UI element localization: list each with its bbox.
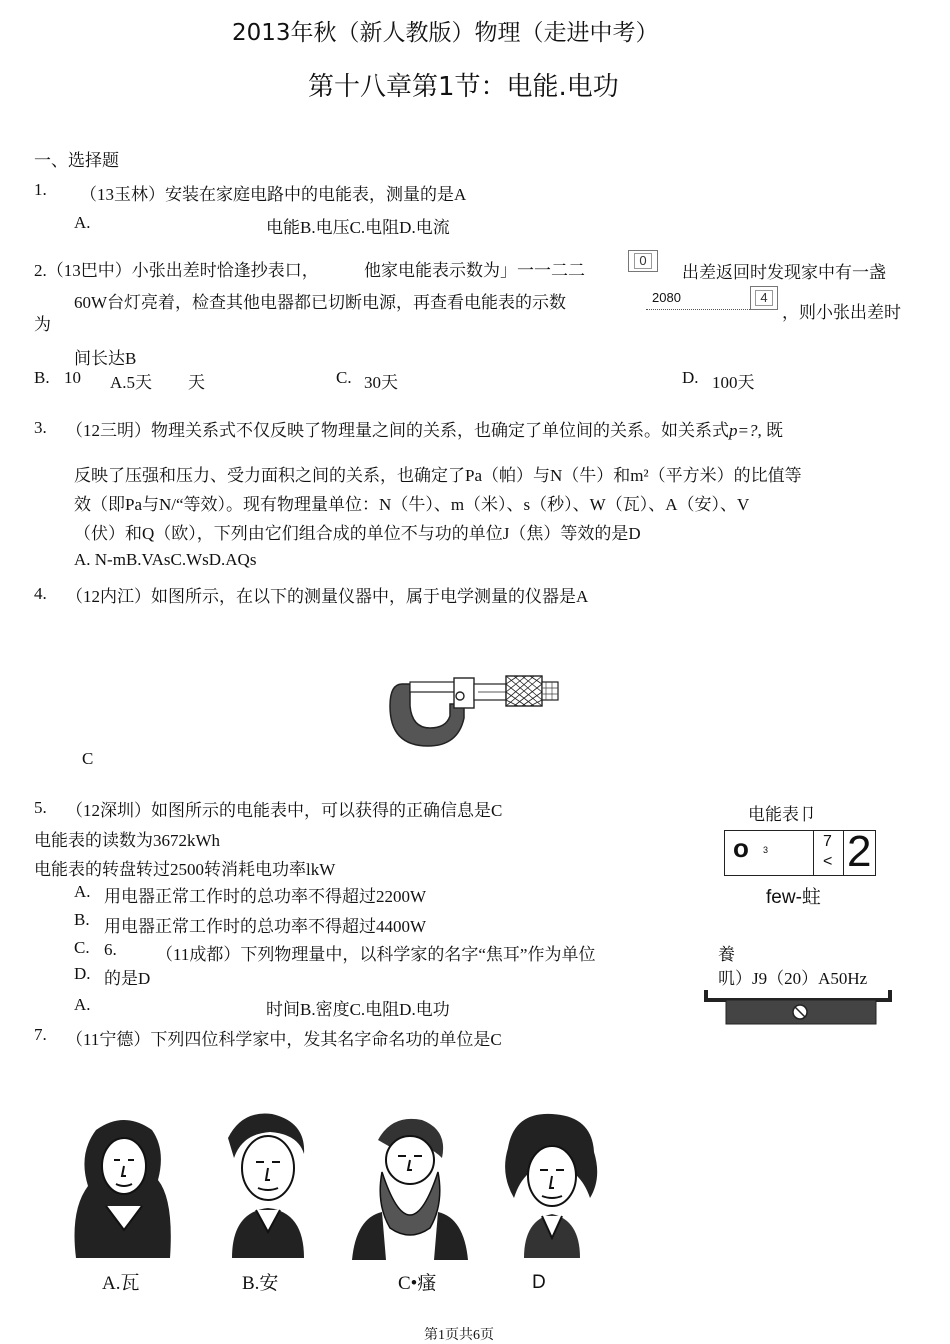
q2-line1c: 出差返回时发现家中有一盏 xyxy=(682,263,886,282)
q5-option-a-text: 用电器正常工作时的总功率不得超过2200W xyxy=(104,887,427,906)
q5-option-a-label: A. xyxy=(74,882,91,901)
q4-label-c: C xyxy=(82,749,94,768)
scientist-portrait-c xyxy=(352,1108,468,1260)
q3-formula: p=? xyxy=(729,421,758,440)
meter-circle: o xyxy=(733,833,749,863)
q2-option-d-label: D. xyxy=(682,368,699,387)
q1-number: 1. xyxy=(34,180,47,199)
meter-big-digit: 2 xyxy=(847,827,872,876)
q3-line1-end: , 既 xyxy=(757,421,783,440)
q2-line2b: ，则小张出差时 xyxy=(782,303,901,322)
portrait-label-a: A.瓦 xyxy=(102,1273,140,1294)
q3-line3: 效（即Pa与N/“等效）。现有物理量单位：N（牛）、m（米）、s（秒）、W（瓦）、A（安）、V xyxy=(74,495,750,514)
portrait-label-d: D xyxy=(532,1272,546,1293)
q1-option-a-label: A. xyxy=(74,213,91,232)
scientist-portrait-d xyxy=(494,1108,606,1258)
q5-statement-1: 电能表的读数为3672kWh xyxy=(34,831,221,850)
q2-option-a: A.5天 xyxy=(110,373,153,392)
meter-divider-1 xyxy=(813,831,814,875)
q3-number: 3. xyxy=(34,418,47,437)
q2-option-c-label: C. xyxy=(336,368,352,387)
q2-wei: 为 xyxy=(34,315,51,334)
meter-title: 电能表卩 xyxy=(748,805,816,824)
q2-line3: 间长达B xyxy=(74,349,137,368)
q4-number: 4. xyxy=(34,584,47,603)
q6-option-a-label: A. xyxy=(74,995,91,1014)
meter-top-digit: 7 xyxy=(823,833,832,850)
q2-line1a: 2.（13巴中）小张出差时恰逢抄表口， xyxy=(34,261,319,280)
page-title: 2013年秋（新人教版）物理（走进中考） xyxy=(232,20,659,46)
q6-number: 6. xyxy=(104,940,117,959)
q2-line2a: 60W台灯亮着，检查其他电器都已切断电源，再查看电能表的示数 xyxy=(74,293,567,312)
q5-option-b-text: 用电器正常工作时的总功率不得超过4400W xyxy=(104,917,427,936)
q2-option-c-value: 30天 xyxy=(364,373,398,392)
portrait-label-b: B.安 xyxy=(242,1273,279,1294)
q5-statement-2: 电能表的转盘转过2500转消耗电功率lkW xyxy=(34,860,336,879)
q6-options: 时间B.密度C.电阻D.电功 xyxy=(266,1000,450,1019)
q5-option-c-label: C. xyxy=(74,938,90,957)
section-heading: 一、选择题 xyxy=(34,151,119,170)
meter-reading-digit-2: 4 xyxy=(755,290,772,306)
q3-line1 xyxy=(66,416,783,441)
q3-options: A. N-mB.VAsC.WsD.AQs xyxy=(74,550,257,569)
scientist-portrait-a xyxy=(66,1110,182,1258)
portrait-label-c: C•瘙 xyxy=(398,1273,437,1294)
q3-line4: （伏）和Q（欧），下列由它们组合成的单位不与功的单位J（焦）等效的是D xyxy=(74,524,641,543)
meter-reading-digit-box xyxy=(628,250,658,272)
q1-stem: （13玉林）安装在家庭电路中的电能表，测量的是A xyxy=(80,185,467,204)
q1-options: 电能B.电压C.电阻D.电流 xyxy=(266,218,450,237)
q2-option-d-value: 100天 xyxy=(712,373,755,392)
meter-lt-symbol: < xyxy=(823,853,833,870)
meter-base-image xyxy=(704,988,894,1028)
q6-stem-2: 的是D xyxy=(104,969,151,988)
q5-number: 5. xyxy=(34,798,47,817)
meter-spec-2: 叽）J9（20）A50Hz xyxy=(718,969,868,988)
meter-reading-underline xyxy=(646,308,750,310)
scientist-portrait-b xyxy=(212,1108,318,1258)
q5-stem: （12深圳）如图所示的电能表中，可以获得的正确信息是C xyxy=(66,801,503,820)
q2-tian: 天 xyxy=(188,373,205,392)
q2-line1b: 他家电能表示数为」一一二二 xyxy=(364,261,585,280)
micrometer-image xyxy=(388,670,562,750)
chapter-title: 第十八章第1节：电能.电功 xyxy=(308,72,619,102)
q5-option-b-label: B. xyxy=(74,910,90,929)
meter-reading-2: 2080 xyxy=(652,290,681,305)
q4-stem: （12内江）如图所示，在以下的测量仪器中，属于电学测量的仪器是A xyxy=(66,587,589,606)
q3-line2: 反映了压强和压力、受力面积之间的关系，也确定了Pa（帕）与N（牛）和m²（平方米）的比值等 xyxy=(74,466,802,485)
meter-reading-digit: 0 xyxy=(634,253,651,269)
page-footer: 第1页共6页 xyxy=(424,1328,494,1343)
meter-divider-2 xyxy=(843,831,844,875)
meter-spec-1: 養 xyxy=(718,945,735,964)
meter-caption: few-蛀 xyxy=(766,887,821,908)
q7-stem: （11宁德）下列四位科学家中，发其名字命名功的单位是C xyxy=(66,1030,502,1049)
q2-option-b-value: 10 xyxy=(64,368,81,387)
meter-small-digit: 3 xyxy=(763,845,769,855)
q3-line1-text: （12三明）物理关系式不仅反映了物理量之间的关系，也确定了单位间的关系。如关系式 xyxy=(66,421,729,440)
q7-number: 7. xyxy=(34,1025,47,1044)
meter-display xyxy=(724,827,876,876)
q6-stem: （11成都）下列物理量中，以科学家的名字“焦耳”作为单位 xyxy=(156,945,596,964)
q2-option-b-label: B. xyxy=(34,368,50,387)
q5-option-d-label: D. xyxy=(74,964,91,983)
meter-reading-digit-box-2 xyxy=(750,286,778,310)
